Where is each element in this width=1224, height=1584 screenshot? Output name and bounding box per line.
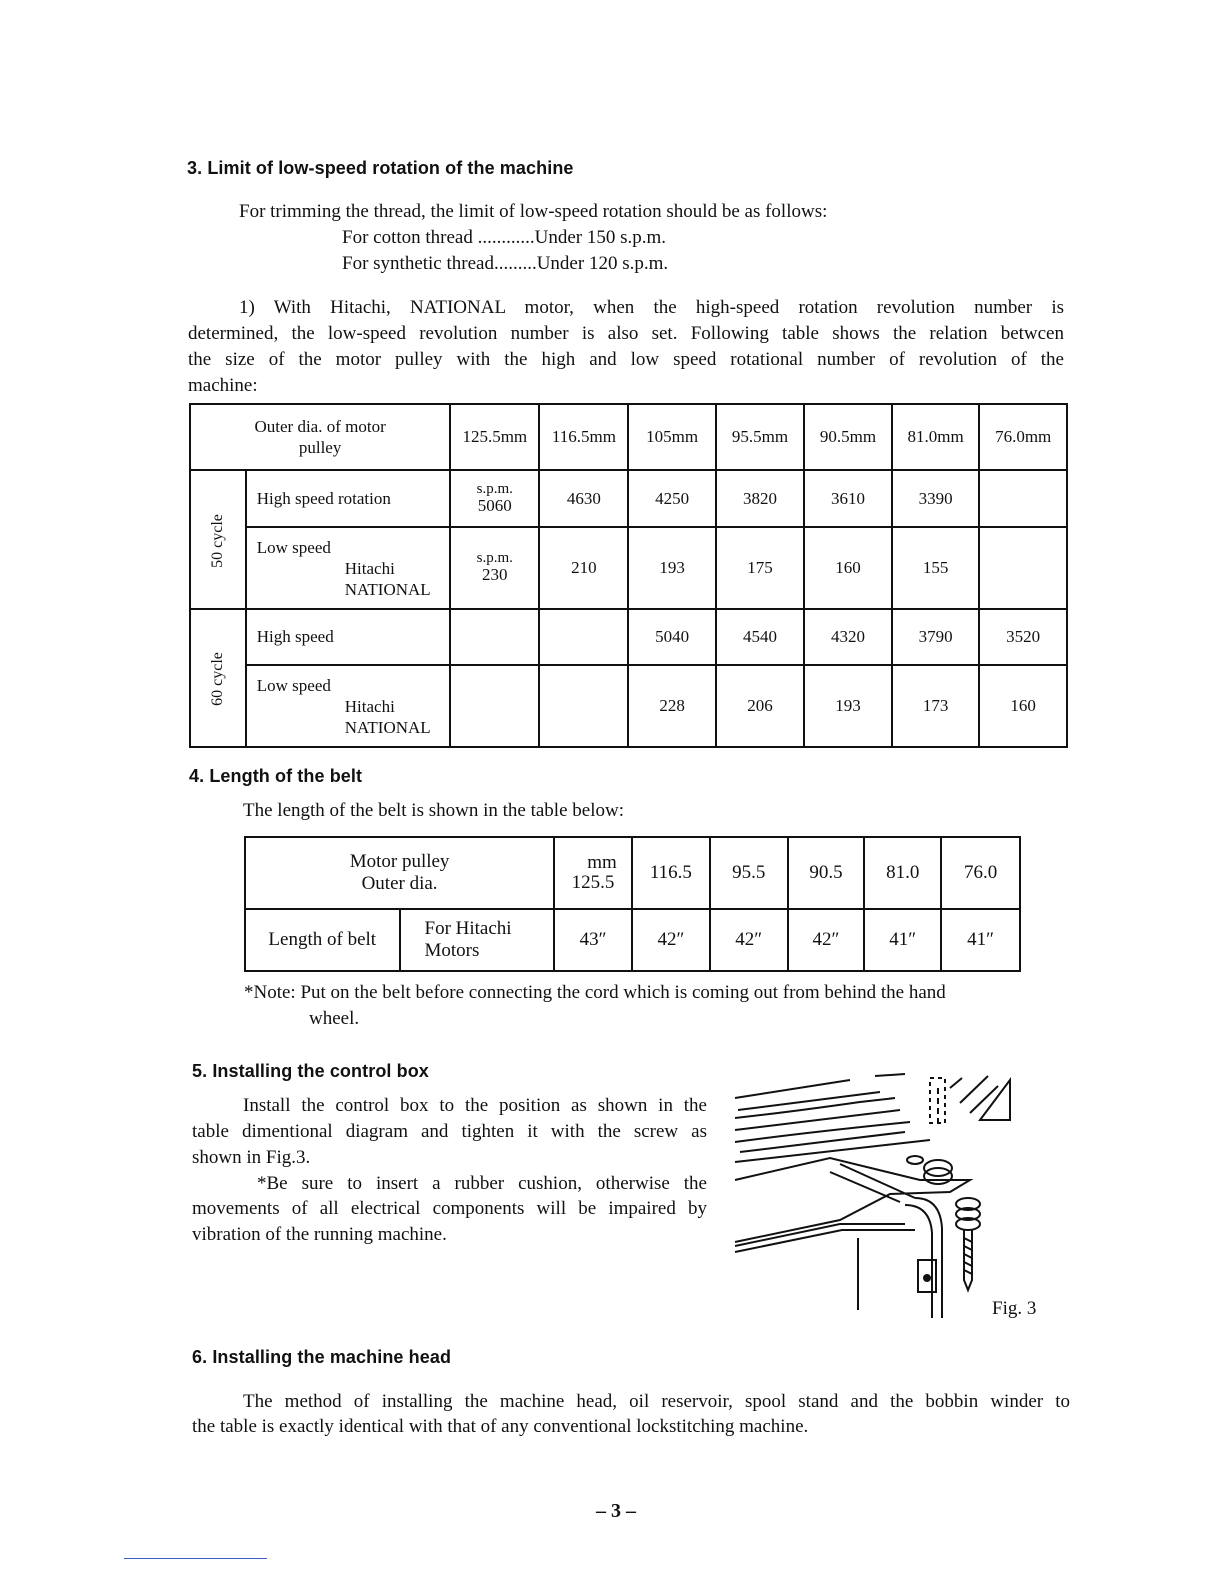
section-5-line: *Be sure to insert a rubber cushion, otherwise the bbox=[257, 1173, 707, 1194]
column-header: 105mm bbox=[628, 404, 715, 470]
section-3-paragraph-line: machine: bbox=[188, 375, 258, 396]
table-cell: 41″ bbox=[864, 909, 941, 971]
column-header: 95.5 bbox=[710, 837, 788, 909]
table-cell: 3520 bbox=[979, 609, 1067, 665]
row-sublabel: For Hitachi Motors bbox=[400, 909, 555, 971]
section-4-heading: 4. Length of the belt bbox=[189, 766, 363, 786]
table-cell bbox=[979, 527, 1067, 609]
table-cell bbox=[979, 470, 1067, 527]
table-cell: 3610 bbox=[804, 470, 892, 527]
footer-rule bbox=[124, 1558, 267, 1559]
column-header: 90.5 bbox=[788, 837, 865, 909]
synthetic-thread-limit: For synthetic thread.........Under 120 s.p.m. bbox=[342, 253, 669, 274]
table-cell: 175 bbox=[716, 527, 805, 609]
column-header: 81.0mm bbox=[892, 404, 980, 470]
section-3-paragraph-line: 1) With Hitachi, NATIONAL motor, when the high-speed rotation revolution number is bbox=[239, 297, 1064, 318]
table-cell: 155 bbox=[892, 527, 980, 609]
row-label: High speed bbox=[246, 609, 450, 665]
table-cell bbox=[539, 609, 628, 665]
control-box-mounting-diagram bbox=[730, 1068, 1020, 1318]
table-cell: 206 bbox=[716, 665, 805, 747]
table-cell: s.p.m. 5060 bbox=[450, 470, 539, 527]
column-header: 116.5mm bbox=[539, 404, 628, 470]
column-header: 116.5 bbox=[632, 837, 710, 909]
column-header: 90.5mm bbox=[804, 404, 892, 470]
section-3-paragraph-line: determined, the low-speed revolution number is also set. Following table shows the relation betwcen bbox=[188, 323, 1064, 344]
column-header: 125.5mm bbox=[450, 404, 539, 470]
pulley-header-cell: Outer dia. of motor pulley bbox=[190, 404, 450, 470]
section-6-line: The method of installing the machine head, oil reservoir, spool stand and the bobbin winder to bbox=[243, 1391, 1070, 1412]
section-5-heading: 5. Installing the control box bbox=[192, 1061, 429, 1081]
table-cell: 4540 bbox=[716, 609, 805, 665]
table-cell: 3790 bbox=[892, 609, 980, 665]
table-header-row bbox=[245, 837, 1020, 909]
group-cell-50-cycle: 50 cycle bbox=[190, 470, 246, 609]
table-cell bbox=[450, 665, 539, 747]
belt-length-table bbox=[244, 836, 1021, 972]
column-header: 95.5mm bbox=[716, 404, 805, 470]
table-row bbox=[190, 470, 1067, 527]
column-header: 76.0 bbox=[941, 837, 1020, 909]
group-cell-60-cycle: 60 cycle bbox=[190, 609, 246, 747]
section-3-intro: For trimming the thread, the limit of low-speed rotation should be as follows: bbox=[239, 201, 828, 222]
section-3-heading: 3. Limit of low-speed rotation of the machine bbox=[187, 158, 574, 178]
table-cell: 4320 bbox=[804, 609, 892, 665]
section-6-heading: 6. Installing the machine head bbox=[192, 1347, 452, 1367]
table-cell: 173 bbox=[892, 665, 980, 747]
pulley-speed-table bbox=[189, 403, 1068, 748]
cotton-thread-limit: For cotton thread ............Under 150 s.p.m. bbox=[342, 227, 667, 248]
table-cell: s.p.m. 230 bbox=[450, 527, 539, 609]
table-header-row bbox=[190, 404, 1067, 470]
belt-note-line: *Note: Put on the belt before connecting the cord which is coming out from behind the hand bbox=[244, 982, 946, 1003]
section-5-line: movements of all electrical components will be impaired by bbox=[192, 1198, 707, 1219]
column-header: mm 125.5 bbox=[554, 837, 632, 909]
column-header: 76.0mm bbox=[979, 404, 1067, 470]
table-cell: 41″ bbox=[941, 909, 1020, 971]
table-cell: 210 bbox=[539, 527, 628, 609]
row-label: Length of belt bbox=[245, 909, 400, 971]
table-cell bbox=[450, 609, 539, 665]
pulley-header-cell: Motor pulley Outer dia. bbox=[245, 837, 554, 909]
section-6-line: the table is exactly identical with that of any conventional lockstitching machine. bbox=[192, 1416, 809, 1437]
section-3-paragraph-line: the size of the motor pulley with the high and low speed rotational number of revolution of the bbox=[188, 349, 1064, 370]
table-cell: 4250 bbox=[628, 470, 715, 527]
table-row bbox=[190, 665, 1067, 747]
table-cell: 160 bbox=[804, 527, 892, 609]
section-4-intro: The length of the belt is shown in the table below: bbox=[243, 800, 624, 821]
table-row bbox=[190, 609, 1067, 665]
table-cell: 193 bbox=[628, 527, 715, 609]
table-cell: 193 bbox=[804, 665, 892, 747]
table-cell: 42″ bbox=[788, 909, 865, 971]
belt-note-line: wheel. bbox=[309, 1008, 360, 1029]
table-cell: 160 bbox=[979, 665, 1067, 747]
table-cell: 228 bbox=[628, 665, 715, 747]
table-cell: 42″ bbox=[710, 909, 788, 971]
table-cell: 3390 bbox=[892, 470, 980, 527]
table-cell: 3820 bbox=[716, 470, 805, 527]
figure-caption: Fig. 3 bbox=[992, 1298, 1037, 1319]
table-cell: 5040 bbox=[628, 609, 715, 665]
section-5-line: table dimentional diagram and tighten it with the screw as bbox=[192, 1121, 707, 1142]
section-5-line: vibration of the running machine. bbox=[192, 1224, 447, 1245]
column-header: 81.0 bbox=[864, 837, 941, 909]
row-label: High speed rotation bbox=[246, 470, 450, 527]
section-5-line: shown in Fig.3. bbox=[192, 1147, 311, 1168]
table-row bbox=[190, 527, 1067, 609]
row-label: Low speed Hitachi NATIONAL bbox=[246, 527, 450, 609]
table-cell: 4630 bbox=[539, 470, 628, 527]
page-number: – 3 – bbox=[596, 1500, 636, 1522]
row-label: Low speed Hitachi NATIONAL bbox=[246, 665, 450, 747]
table-cell: 43″ bbox=[554, 909, 632, 971]
table-row bbox=[245, 909, 1020, 971]
section-5-line: Install the control box to the position as shown in the bbox=[243, 1095, 707, 1116]
table-cell bbox=[539, 665, 628, 747]
table-cell: 42″ bbox=[632, 909, 710, 971]
